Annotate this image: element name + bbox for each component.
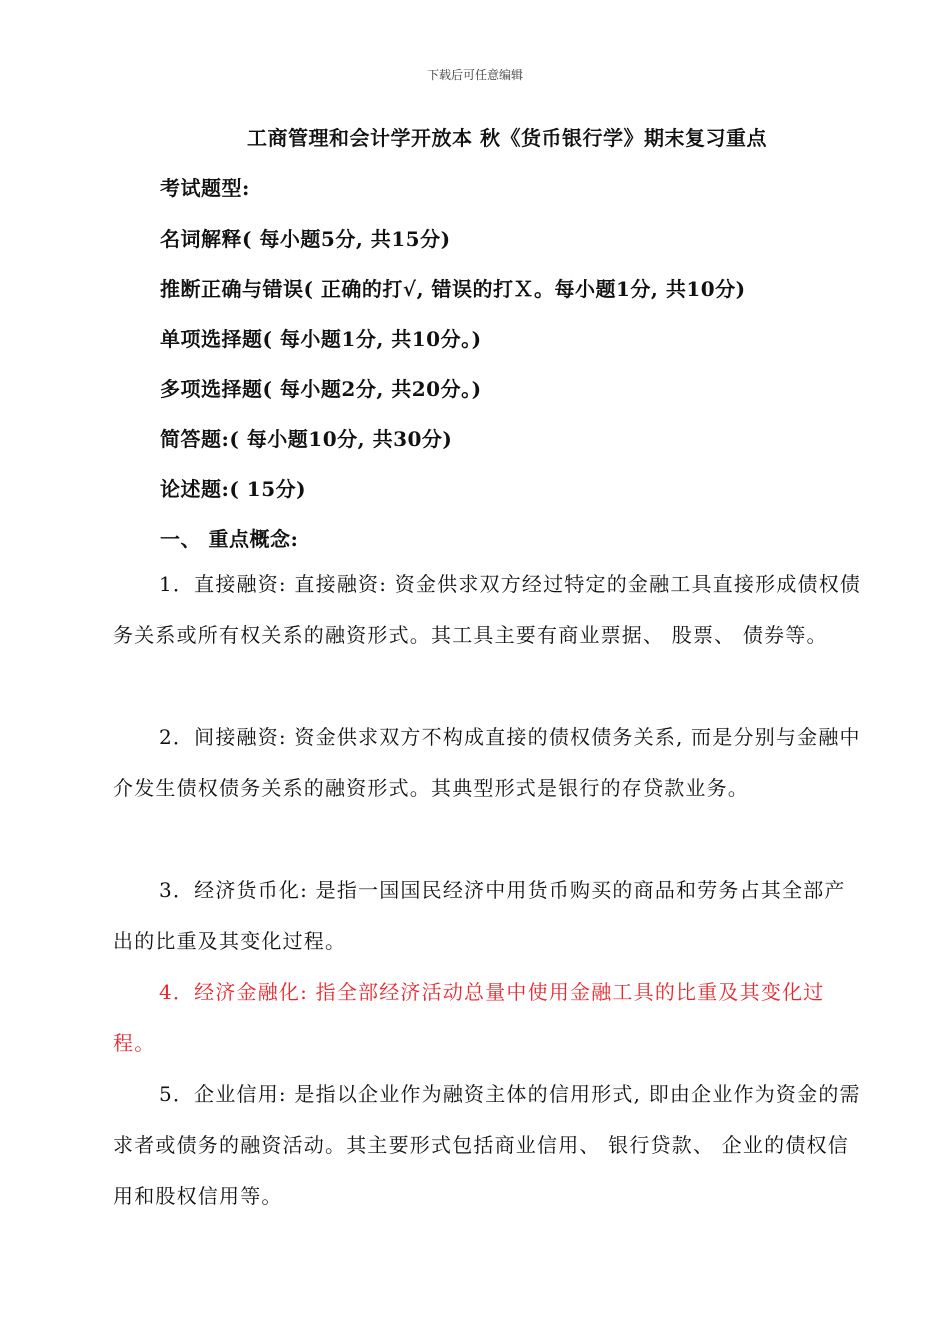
header-note: 下载后可任意编辑 <box>426 68 523 82</box>
exam-type-item: 论述题:( 15分) <box>160 477 307 501</box>
section-heading: 一、 重点概念: <box>160 527 299 551</box>
concept-paragraph: 2．间接融资: 资金供求双方不构成直接的债权债务关系, 而是分别与金融中介发生债权债务关系的融资形式。其典型形式是银行的存贷款业务。 <box>113 725 861 800</box>
exam-type-item: 推断正确与错误( 正确的打√, 错误的打Ｘ。每小题1分, 共10分) <box>160 277 746 301</box>
concept-paragraph-highlighted: 4．经济金融化: 指全部经济活动总量中使用金融工具的比重及其变化过程。 <box>113 980 825 1055</box>
concept-paragraph: 1．直接融资: 直接融资: 资金供求双方经过特定的金融工具直接形成债权债务关系或所有权关系的融资形式。其工具主要有商业票据、 股票、 债券等。 <box>113 572 862 647</box>
exam-type-item: 简答题:( 每小题10分, 共30分) <box>160 427 453 451</box>
exam-types-heading: 考试题型: <box>160 176 250 200</box>
exam-type-item: 单项选择题( 每小题1分, 共10分。) <box>160 327 482 351</box>
exam-type-item: 多项选择题( 每小题2分, 共20分。) <box>160 377 482 401</box>
exam-type-item: 名词解释( 每小题5分, 共15分) <box>160 227 451 251</box>
concept-paragraph: 3．经济货币化: 是指一国国民经济中用货币购买的商品和劳务占其全部产出的比重及其变化过程。 <box>113 878 846 953</box>
concept-paragraph: 5．企业信用: 是指以企业作为融资主体的信用形式, 即由企业作为资金的需求者或债务的融资活动。其主要形式包括商业信用、 银行贷款、 企业的债权信用和股权信用等。 <box>113 1082 861 1208</box>
document-title: 工商管理和会计学开放本 秋《货币银行学》期末复习重点 <box>247 126 767 150</box>
